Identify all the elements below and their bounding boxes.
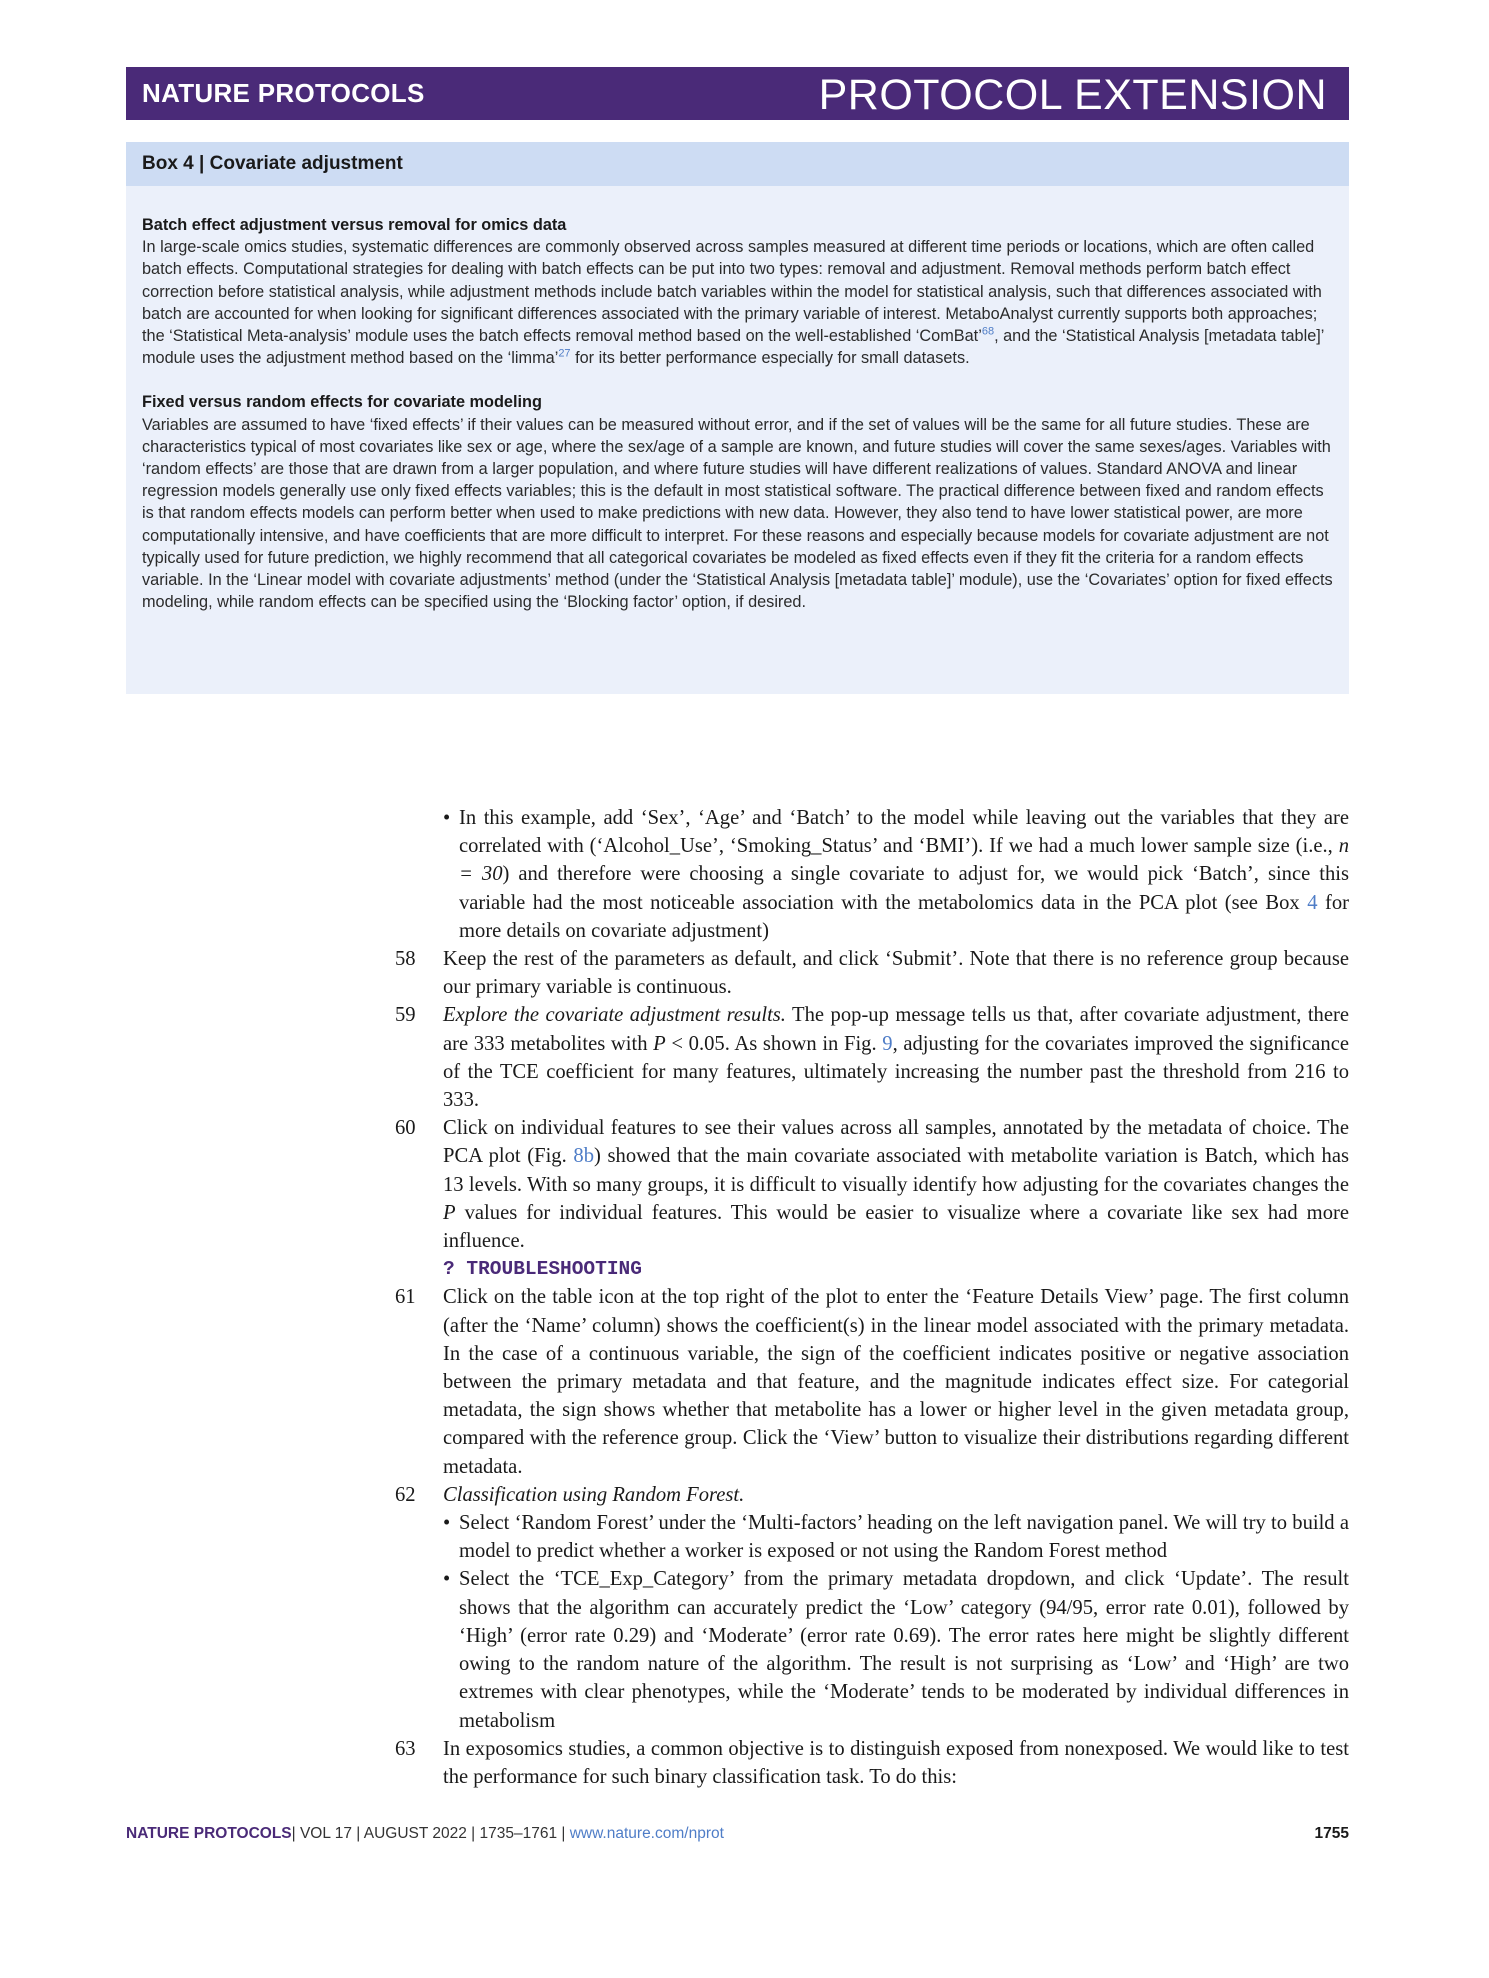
reference-link[interactable]: 68: [981, 325, 995, 338]
bullet-intro: • In this example, add ‘Sex’, ‘Age’ and ‘Batch’ to the model while leaving out the variables that they are correlated with (‘Alcohol_Use’, ‘Smoking_Status’ and ‘BMI’). If we had a much lower sample size (i.e., n = 30) and therefore were choosing a single covariate to adjust for, we would pick ‘Batch’, since this variable had the most noticeable association with the metabolomics data in the PCA plot (see Box 4 for more details on covariate adjustment): [395, 804, 1349, 945]
figure-reference-link[interactable]: 9: [882, 1032, 893, 1055]
journal-url-link[interactable]: www.nature.com/nprot: [569, 1825, 724, 1842]
box-section-text: Variables are assumed to have ‘fixed effects’ if their values can be measured without error, and if the set of values will be the same for all future studies. These are characteristics typical of most covariates like sex or age, where the sex/age of a sample are known, and future studies will cover the same sexes/ages. Variables with ‘random effects’ are those that are drawn from a larger population, and where future studies will have different realizations of values. Standard ANOVA and linear regression models generally use only fixed effects variables; this is the default in most statistical software. The practical difference between fixed and random effects is that random effects models can perform better when used to make predictions with new data. However, they also tend to have lower statistical power, are more computationally intensive, and have coefficients that are more difficult to interpret. For these reasons and especially because models for covariate adjustment are not typically used for future prediction, we highly recommend that all categorical covariates be modeled as fixed effects even if they fit the criteria for a random effects variable. In the ‘Linear model with covariate adjustments’ method (under the ‘Statistical Analysis [metadata table]’ module), use the ‘Covariates’ option for fixed effects modeling, while random effects can be specified using the ‘Blocking factor’ option, if desired.: [142, 415, 1333, 612]
step-title: Classification using Random Forest.: [443, 1483, 745, 1506]
footer-journal: NATURE PROTOCOLS: [126, 1825, 292, 1842]
figure-reference-link[interactable]: 8b: [573, 1145, 594, 1168]
step-61: 61 Click on the table icon at the top right of the plot to enter the ‘Feature Details View’ page. The first column (after the ‘Name’ column) shows the coefficient(s) in the linear model associated with the primary metadata. In the case of a continuous variable, the sign of the coefficient indicates positive or negative association between the primary metadata and that feature, and the magnitude indicates effect size. For categorial metadata, the sign shows whether that metabolite has a lower or higher level in the given metadata group, compared with the reference group. Click the ‘View’ button to visualize their distributions regarding different metadata.: [395, 1283, 1349, 1480]
troubleshooting-link[interactable]: ? TROUBLESHOOTING: [443, 1258, 642, 1281]
step-number: 59: [395, 1004, 416, 1027]
step-number: 63: [395, 1737, 416, 1760]
bullet-icon: •: [443, 807, 451, 829]
step-bullet: • Select ‘Random Forest’ under the ‘Multi-factors’ heading on the left navigation panel. We will try to build a model to predict whether a worker is exposed or not using the Random Forest method: [443, 1509, 1349, 1565]
reference-link[interactable]: 27: [558, 347, 571, 360]
step-number: 61: [395, 1286, 416, 1309]
box-reference-link[interactable]: 4: [1307, 891, 1318, 914]
step-62: [395, 1481, 1349, 1735]
protocol-steps: [395, 804, 1349, 1791]
journal-header-bar: [126, 67, 1349, 120]
box-section-fixed-random: [142, 391, 1333, 613]
step-63: 63 In exposomics studies, a common objective is to distinguish exposed from nonexposed. We would like to test the performance for such binary classification task. To do this:: [395, 1735, 1349, 1791]
bullet-icon: •: [443, 1512, 451, 1535]
box-section-batch-effect: [142, 214, 1333, 369]
step-title: Explore the covariate adjustment results.: [443, 1004, 786, 1027]
article-type: PROTOCOL EXTENSION: [818, 71, 1327, 119]
step-60: 60 Click on individual features to see their values across all samples, annotated by the metadata of choice. The PCA plot (Fig. 8b) showed that the main covariate associated with metabolite variation is Batch, which has 13 levels. With so many groups, it is difficult to visually identify how adjusting for the covariates changes the P values for individual features. This would be easier to visualize where a covariate like sex had more influence. ? TROUBLESHOOTING: [395, 1114, 1349, 1283]
step-bullet: • Select the ‘TCE_Exp_Category’ from the primary metadata dropdown, and click ‘Update’. The result shows that the algorithm can accurately predict the ‘Low’ category (94/95, error rate 0.01), followed by ‘High’ (error rate 0.29) and ‘Moderate’ (error rate 0.69). The error rates here might be slightly different owing to the random nature of the algorithm. The result is not surprising as ‘Low’ and ‘High’ are two extremes with clear phenotypes, while the ‘Moderate’ tends to be moderated by individual differences in metabolism: [443, 1565, 1349, 1734]
bullet-icon: •: [443, 1568, 451, 1591]
box-title: Box 4 | Covariate adjustment: [126, 142, 1349, 186]
footer-citation: | VOL 17 | AUGUST 2022 | 1735–1761 |: [291, 1825, 570, 1842]
box-section-heading: Batch effect adjustment versus removal for omics data: [142, 216, 567, 234]
covariate-box: [126, 142, 1349, 694]
journal-name: NATURE PROTOCOLS: [142, 78, 425, 108]
step-59: 59 Explore the covariate adjustment results. The pop-up message tells us that, after covariate adjustment, there are 333 metabolites with P < 0.05. As shown in Fig. 9, adjusting for the covariates improved the significance of the TCE coefficient for many features, ultimately increasing the number past the threshold from 216 to 333.: [395, 1001, 1349, 1114]
page-footer: [126, 1825, 1349, 1843]
step-number: 58: [395, 948, 416, 971]
step-number: 60: [395, 1117, 416, 1140]
box-section-heading: Fixed versus random effects for covariate modeling: [142, 393, 542, 412]
step-58: 58 Keep the rest of the parameters as default, and click ‘Submit’. Note that there is no reference group because our primary variable is continuous.: [395, 945, 1349, 1001]
step-number: 62: [395, 1483, 416, 1506]
box-section-text: In large-scale omics studies, systematic differences are commonly observed across samples measured at different time periods or locations, which are often called batch effects. Computational strategies for dealing with batch effects can be put into two types: removal and adjustment. Removal methods perform batch effect correction before statistical analysis, while adjustment methods include batch variables within the model for statistical analysis, such that differences associated with batch are accounted for when looking for significant differences associated with the primary variable of interest. MetaboAnalyst currently supports both approaches; the ‘Statistical Meta-analysis’ module uses the batch effects removal method based on the well-established ‘ComBat’$^{68}$, and the ‘Statistical Analysis [metadata table]’ module uses the adjustment method based on the ‘limma’$^{27}$ for its better performance especially for small datasets.: [142, 238, 1324, 368]
page-number: 1755: [1314, 1825, 1349, 1842]
